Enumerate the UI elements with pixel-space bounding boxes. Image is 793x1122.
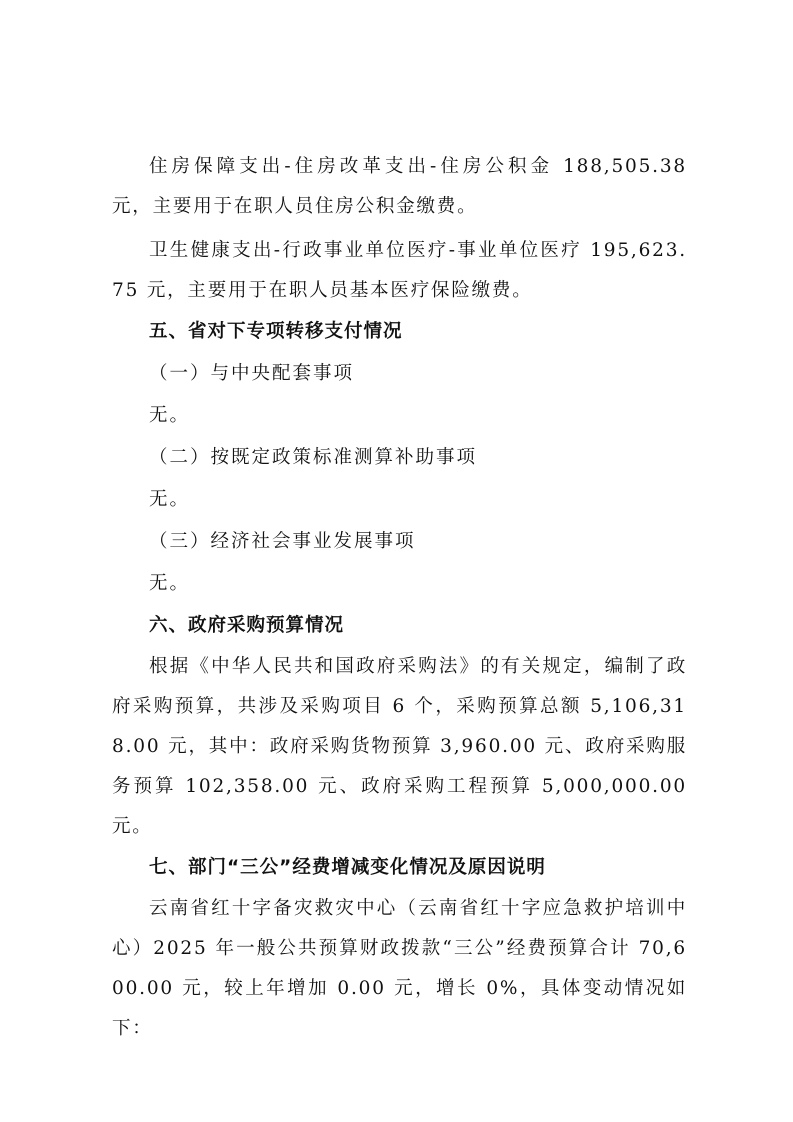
section-heading-three-public-expenses: 七、部门“三公”经费增减变化情况及原因说明 bbox=[149, 857, 546, 878]
subheading-central-matching: （一）与中央配套事项 bbox=[149, 363, 355, 384]
none-text-3: 无。 bbox=[149, 573, 191, 594]
section-heading-procurement: 六、政府采购预算情况 bbox=[149, 615, 345, 636]
paragraph-medical-insurance: 卫生健康支出-行政事业单位医疗-事业单位医疗 195,623.75 元，主要用于在职人员基本医疗保险缴费。 bbox=[112, 240, 687, 301]
document-body bbox=[112, 147, 687, 1049]
none-text-2: 无。 bbox=[149, 489, 191, 510]
subheading-policy-subsidy: （二）按既定政策标准测算补助事项 bbox=[149, 447, 478, 468]
paragraph-three-public-expenses: 云南省红十字备灾救灾中心（云南省红十字应急救护培训中心）2025 年一般公共预算财政拨款“三公”经费预算合计 70,600.00 元，较上年增加 0.00 元，增长 0%，具体变动情况如下： bbox=[112, 898, 687, 1039]
paragraph-housing-fund: 住房保障支出-住房改革支出-住房公积金 188,505.38 元，主要用于在职人员住房公积金缴费。 bbox=[112, 156, 687, 217]
subheading-social-development: （三）经济社会事业发展事项 bbox=[149, 531, 416, 552]
section-heading-transfer-payments: 五、省对下专项转移支付情况 bbox=[149, 321, 403, 342]
paragraph-procurement-budget: 根据《中华人民共和国政府采购法》的有关规定，编制了政府采购预算，共涉及采购项目 6 个，采购预算总额 5,106,318.00 元，其中：政府采购货物预算 3,960.00 元、政府采购服务预算 102,358.00 元、政府采购工程预算 5,000,000.00 元。 bbox=[112, 656, 687, 837]
none-text-1: 无。 bbox=[149, 405, 191, 426]
